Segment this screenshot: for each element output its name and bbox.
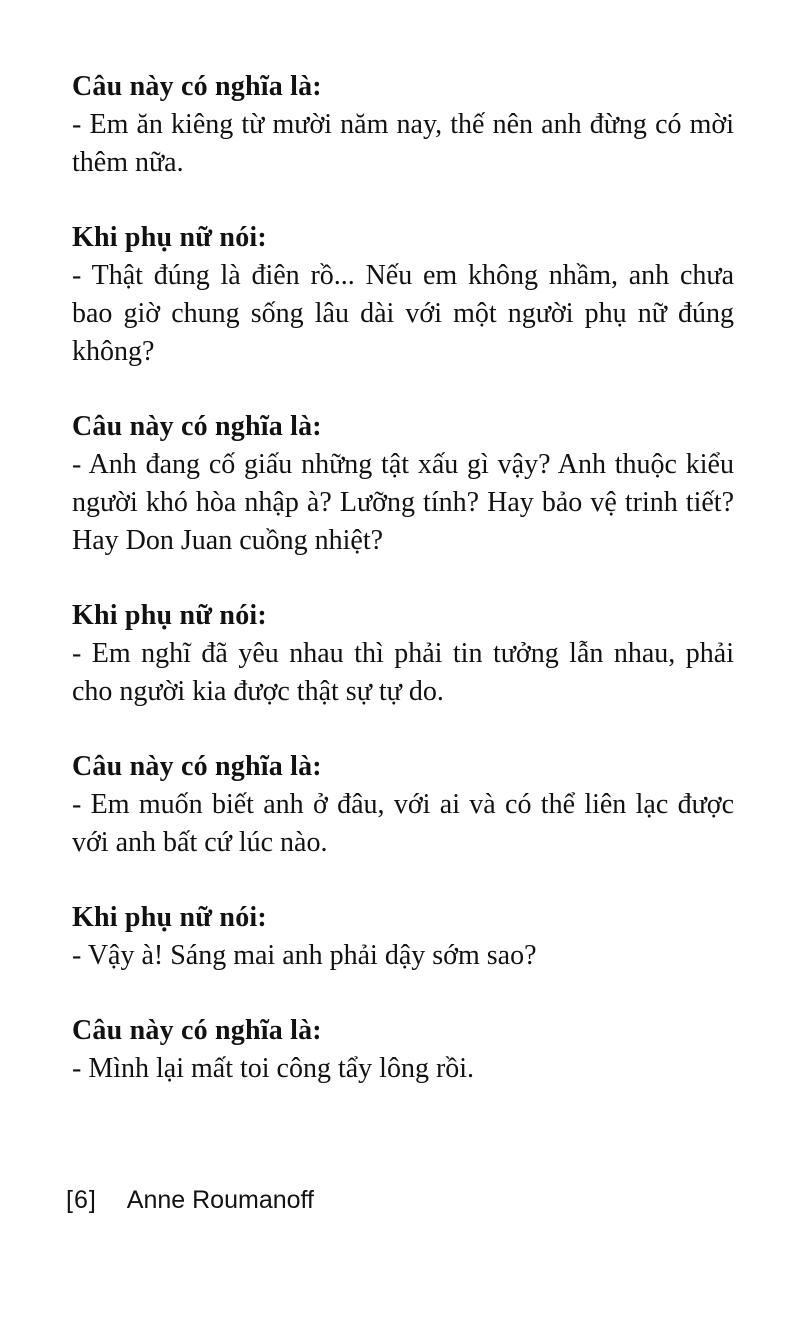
dialogue-section: [72, 219, 734, 371]
dialogue-section: [72, 748, 734, 862]
dialogue-section: [72, 1012, 734, 1088]
section-body: - Em nghĩ đã yêu nhau thì phải tin tưởng lẫn nhau, phải cho người kia được thật sự tự do.: [72, 638, 734, 707]
dialogue-section: [72, 68, 734, 182]
dialogue-section: [72, 899, 734, 975]
section-heading-says: Khi phụ nữ nói:: [72, 902, 267, 933]
section-body: - Em muốn biết anh ở đâu, với ai và có thể liên lạc được với anh bất cứ lúc nào.: [72, 789, 734, 858]
section-heading-meaning: Câu này có nghĩa là:: [72, 411, 322, 442]
section-body: - Thật đúng là điên rồ... Nếu em không nhầm, anh chưa bao giờ chung sống lâu dài với một người phụ nữ đúng không?: [72, 260, 734, 367]
section-heading-says: Khi phụ nữ nói:: [72, 600, 267, 631]
section-body: - Vậy à! Sáng mai anh phải dậy sớm sao?: [72, 940, 537, 971]
section-heading-meaning: Câu này có nghĩa là:: [72, 751, 322, 782]
dialogue-section: [72, 597, 734, 711]
section-heading-meaning: Câu này có nghĩa là:: [72, 71, 322, 102]
page-content: [72, 68, 734, 1125]
page-number: [6]: [66, 1186, 97, 1214]
section-heading-says: Khi phụ nữ nói:: [72, 222, 267, 253]
page-footer: [66, 1186, 314, 1215]
author-name: Anne Roumanoff: [126, 1186, 314, 1214]
section-heading-meaning: Câu này có nghĩa là:: [72, 1015, 322, 1046]
dialogue-section: [72, 408, 734, 560]
section-body: - Em ăn kiêng từ mười năm nay, thế nên anh đừng có mời thêm nữa.: [72, 109, 734, 178]
section-body: - Anh đang cố giấu những tật xấu gì vậy? Anh thuộc kiểu người khó hòa nhập à? Lưỡng tính? Hay bảo vệ trinh tiết? Hay Don Juan cuồng nhiệt?: [72, 449, 734, 556]
section-body: - Mình lại mất toi công tẩy lông rồi.: [72, 1053, 475, 1084]
